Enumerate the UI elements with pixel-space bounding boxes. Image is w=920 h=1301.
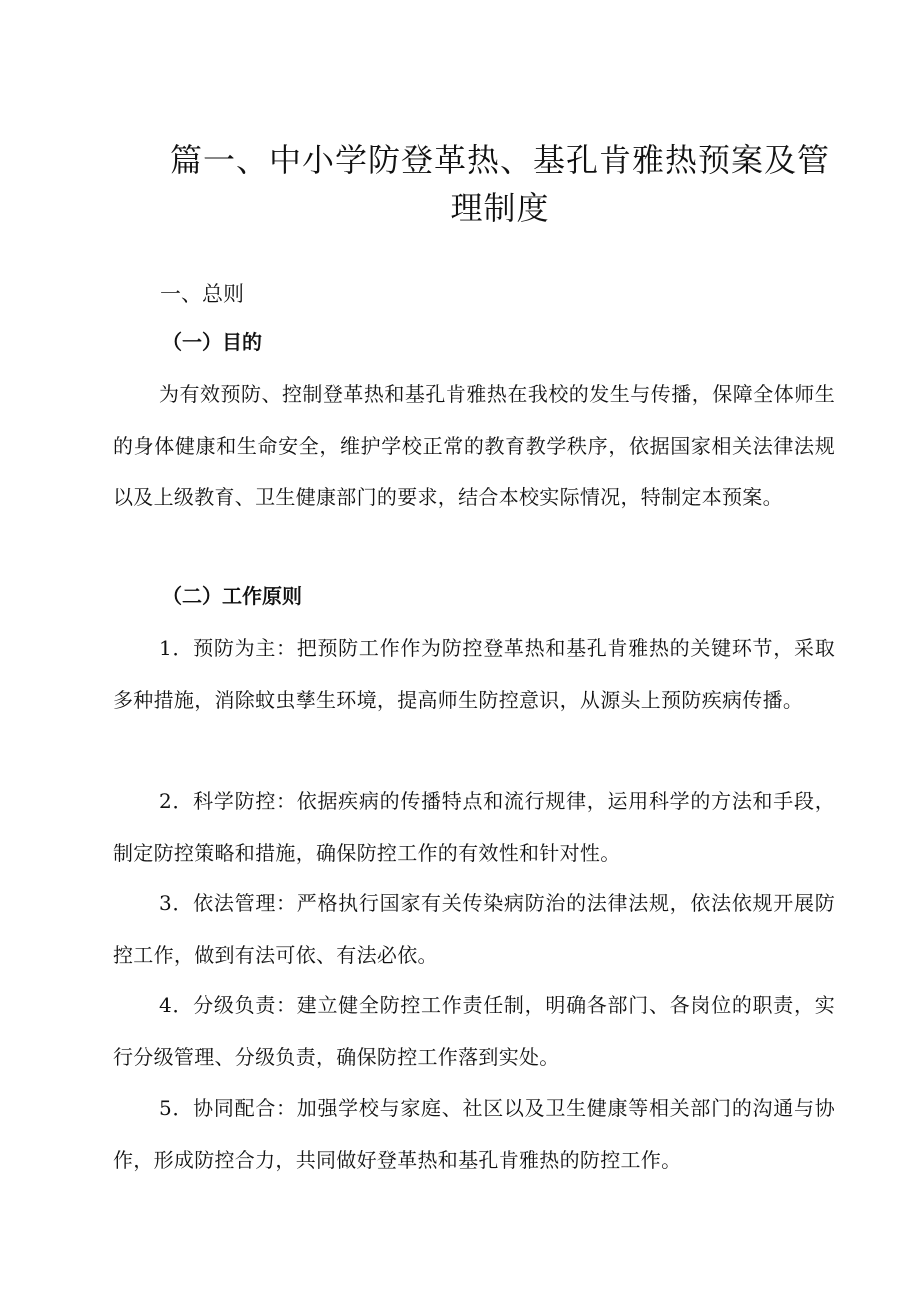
principle-paragraph-1: 1．预防为主：把预防工作作为防控登革热和基孔肯雅热的关键环节，采取多种措施，消除蚊虫孳生环境，提高师生防控意识，从源头上预防疾病传播。: [113, 636, 835, 712]
title-line-1: 篇一、中小学防登革热、基孔肯雅热预案及管: [169, 141, 830, 179]
principle-paragraph-4: 4．分级负责：建立健全防控工作责任制，明确各部门、各岗位的职责，实行分级管理、分级负责，确保防控工作落到实处。: [113, 993, 835, 1069]
title-line-2: 理制度: [450, 189, 550, 227]
principle-paragraph-3: 3．依法管理：严格执行国家有关传染病防治的法律法规，依法依规开展防控工作，做到有法可依、有法必依。: [113, 891, 835, 967]
subsection-heading-purpose: （一）目的: [162, 330, 262, 354]
document-title: [150, 136, 850, 232]
purpose-paragraph: 为有效预防、控制登革热和基孔肯雅热在我校的发生与传播，保障全体师生的身体健康和生命安全，维护学校正常的教育教学秩序，依据国家相关法律法规以及上级教育、卫生健康部门的要求，结合本校实际情况，特制定本预案。: [113, 382, 835, 509]
section-heading-general: 一、总则: [160, 282, 244, 306]
principle-paragraph-2: 2．科学防控：依据疾病的传播特点和流行规律，运用科学的方法和手段，制定防控策略和措施，确保防控工作的有效性和针对性。: [113, 789, 835, 865]
principle-paragraph-5: 5．协同配合：加强学校与家庭、社区以及卫生健康等相关部门的沟通与协作，形成防控合力，共同做好登革热和基孔肯雅热的防控工作。: [113, 1096, 835, 1172]
subsection-heading-principles: （二）工作原则: [162, 584, 302, 608]
